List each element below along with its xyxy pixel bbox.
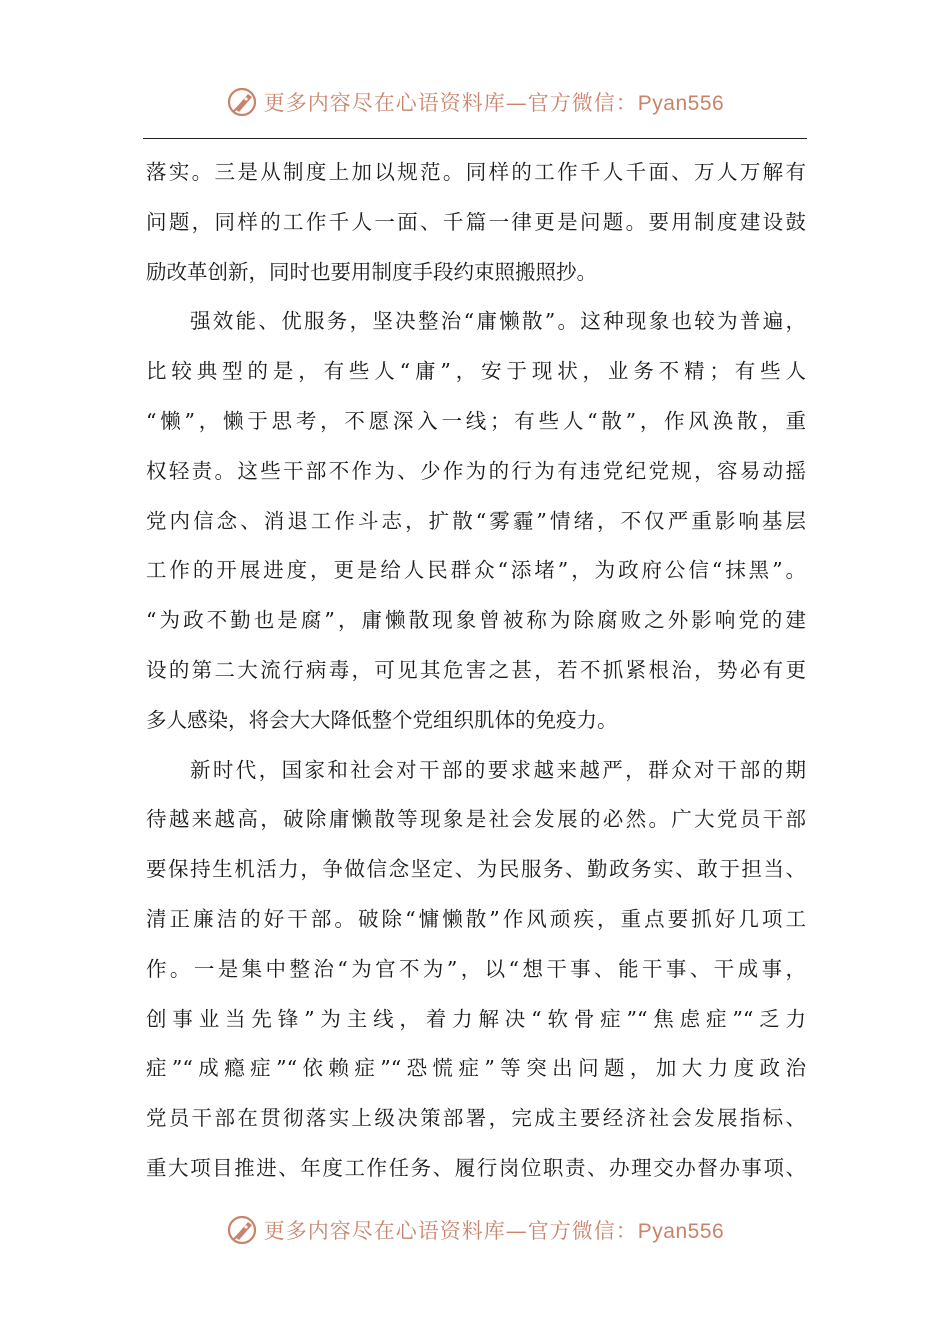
text-line: 问题，同样的工作千人一面、千篇一律更是问题。要用制度建设鼓	[146, 209, 806, 234]
text-line: 工作的开展进度，更是给人民群众“添堵”，为政府公信“抹黑”。	[146, 558, 806, 583]
text-line: “为政不勤也是腐”，庸懒散现象曾被称为除腐败之外影响党的建	[146, 608, 806, 633]
paragraph-start-line: 新时代，国家和社会对干部的要求越来越严，群众对干部的期	[190, 757, 806, 782]
header-banner	[0, 80, 950, 124]
document-body	[146, 148, 806, 1194]
text-line: 设的第二大流行病毒，可见其危害之甚，若不抓紧根治，势必有更	[146, 657, 806, 682]
header-divider	[143, 138, 807, 139]
text-line: 党内信念、消退工作斗志，扩散“雾霾”情绪，不仅严重影响基层	[146, 508, 806, 533]
text-line: 重大项目推进、年度工作任务、履行岗位职责、办理交办督办事项、	[146, 1155, 806, 1180]
text-line: 创事业当先锋”为主线，着力解决“软骨症”“焦虑症”“乏力	[146, 1006, 806, 1031]
text-line: 要保持生机活力，争做信念坚定、为民服务、勤政务实、敢于担当、	[146, 857, 806, 882]
text-line: 党员干部在贯彻落实上级决策部署，完成主要经济社会发展指标、	[146, 1106, 806, 1131]
footer-banner-text: 更多内容尽在心语资料库—官方微信：Pyan556	[263, 1219, 725, 1243]
text-line: 多人感染，将会大大降低整个党组织肌体的免疫力。	[146, 707, 618, 732]
pen-nib-logo-icon	[226, 85, 260, 119]
text-line: 症”“成瘾症”“依赖症”“恐慌症”等突出问题，加大力度政治	[146, 1056, 806, 1081]
text-line: 权轻责。这些干部不作为、少作为的行为有违党纪党规，容易动摇	[146, 458, 806, 483]
paragraph-start-line: 强效能、优服务，坚决整治“庸懒散”。这种现象也较为普遍，	[190, 309, 806, 334]
text-line: 励改革创新，同时也要用制度手段约束照搬照抄。	[146, 259, 597, 284]
text-line: 比较典型的是，有些人“庸”，安于现状，业务不精；有些人	[146, 359, 806, 384]
header-banner-text: 更多内容尽在心语资料库—官方微信：Pyan556	[263, 91, 725, 115]
pen-nib-logo-icon	[226, 1213, 260, 1247]
text-line: 清正廉洁的好干部。破除“慵懒散”作风顽疾，重点要抓好几项工	[146, 906, 806, 931]
text-line: 作。一是集中整治“为官不为”，以“想干事、能干事、干成事，	[146, 956, 806, 981]
text-line: “懒”，懒于思考，不愿深入一线；有些人“散”，作风涣散，重	[146, 408, 806, 433]
text-line: 待越来越高，破除庸懒散等现象是社会发展的必然。广大党员干部	[146, 807, 806, 832]
footer-banner	[0, 1208, 950, 1252]
text-line: 落实。三是从制度上加以规范。同样的工作千人千面、万人万解有	[146, 160, 806, 184]
